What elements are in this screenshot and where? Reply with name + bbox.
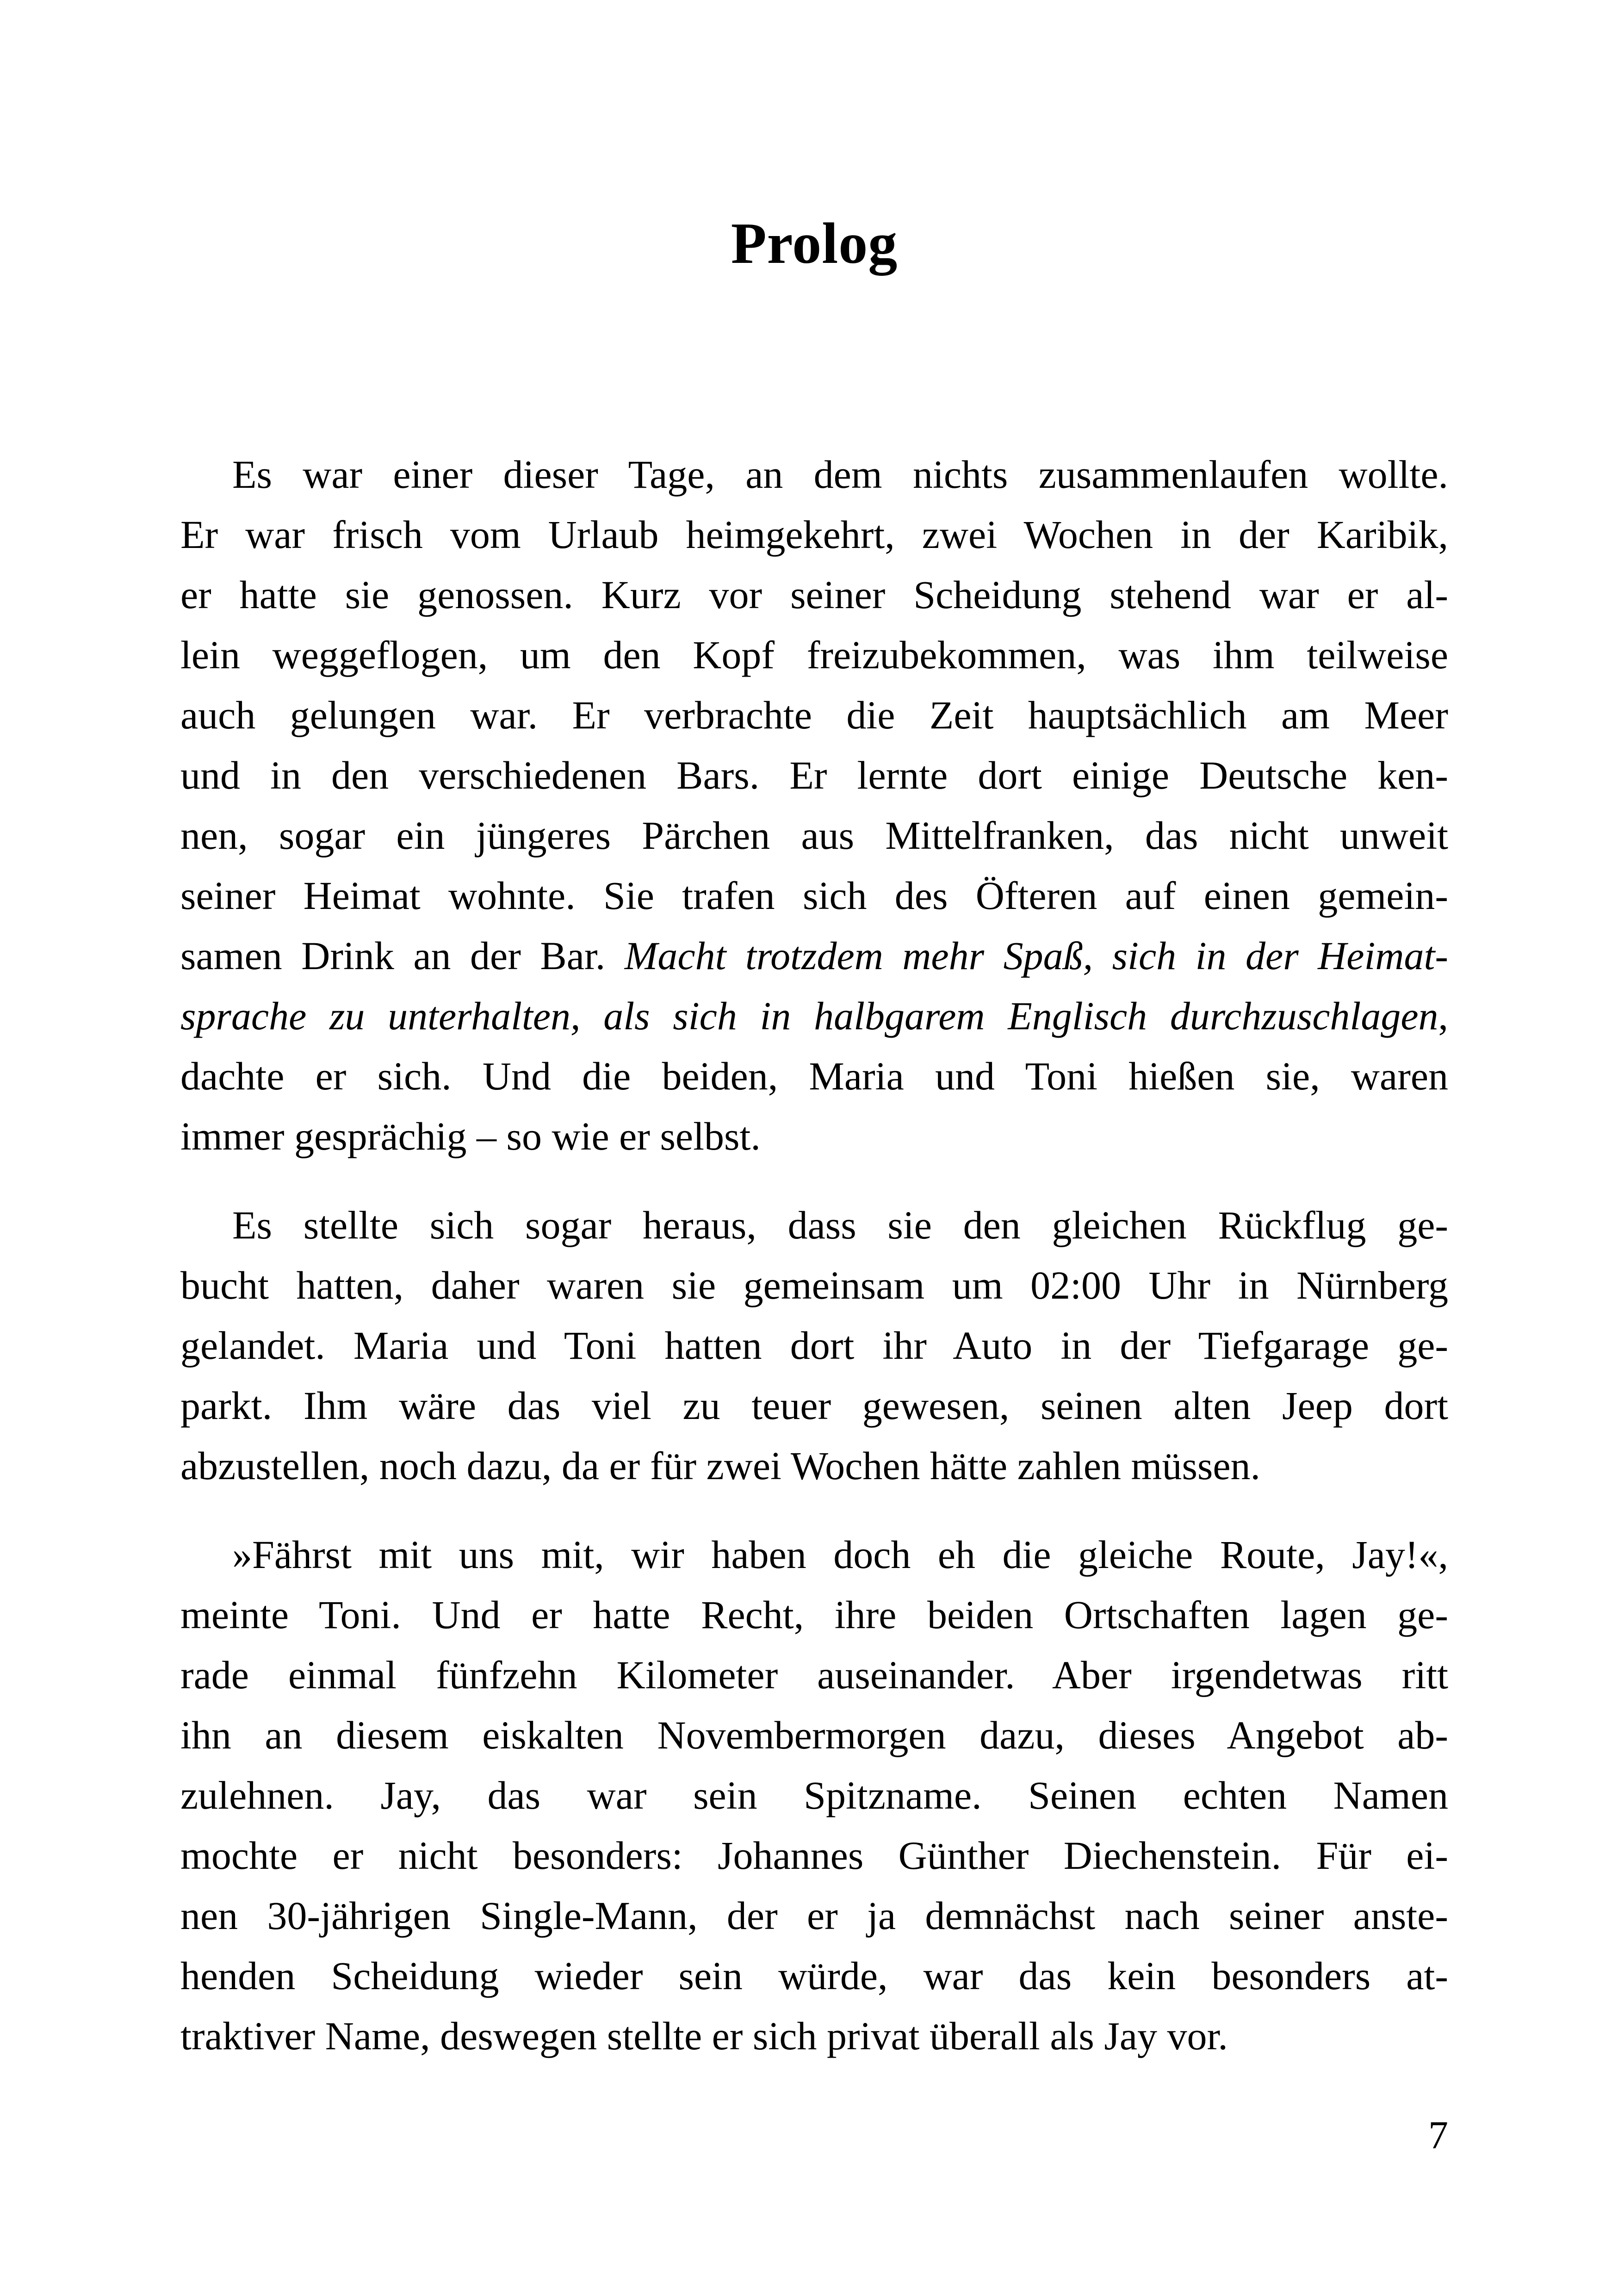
text-line: [180, 805, 1448, 865]
paragraph: [180, 1524, 1448, 2066]
text-segment: auch gelungen war. Er verbrachte die Zeit hauptsächlich am Meer: [180, 692, 1448, 737]
text-segment: rade einmal fünfzehn Kilometer auseinander. Aber irgendetwas ritt: [180, 1652, 1448, 1697]
paragraph: [180, 1195, 1448, 1496]
text-segment: gelandet. Maria und Toni hatten dort ihr Auto in der Tiefgarage ge-: [180, 1323, 1448, 1368]
text-segment: Er war frisch vom Urlaub heimgekehrt, zwei Wochen in der Karibik,: [180, 512, 1448, 557]
text-segment: traktiver Name, deswegen stellte er sich privat überall als Jay vor.: [180, 2013, 1228, 2058]
text-segment: immer gesprächig – so wie er selbst.: [180, 1114, 761, 1158]
text-segment: dachte er sich. Und die beiden, Maria und Toni hießen sie, waren: [180, 1053, 1448, 1098]
text-segment: Es stellte sich sogar heraus, dass sie den gleichen Rückflug ge-: [232, 1202, 1448, 1247]
text-line: [180, 865, 1448, 926]
text-line: [180, 1046, 1448, 1106]
text-segment: »Fährst mit uns mit, wir haben doch eh die gleiche Route, Jay!«,: [232, 1532, 1448, 1577]
text-line: [180, 1946, 1448, 2006]
text-segment: bucht hatten, daher waren sie gemeinsam um 02:00 Uhr in Nürnberg: [180, 1263, 1448, 1307]
text-segment: ihn an diesem eiskalten Novembermorgen dazu, dieses Angebot ab-: [180, 1712, 1448, 1757]
text-line: [180, 1195, 1448, 1255]
text-segment: Es war einer dieser Tage, an dem nichts zusammenlaufen wollte.: [232, 452, 1448, 497]
text-segment: lein weggeflogen, um den Kopf freizubekommen, was ihm teilweise: [180, 632, 1448, 677]
text-line: [180, 1106, 1448, 1166]
text-segment: henden Scheidung wieder sein würde, war das kein besonders at-: [180, 1953, 1448, 1998]
text-block: [180, 444, 1448, 2066]
text-line: [180, 1585, 1448, 1645]
text-segment: nen 30-jährigen Single-Mann, der er ja demnächst nach seiner anste-: [180, 1893, 1448, 1938]
text-line: [180, 1885, 1448, 1946]
chapter-title: Prolog: [731, 212, 898, 276]
text-line: [180, 1524, 1448, 1585]
text-segment: parkt. Ihm wäre das viel zu teuer gewesen, seinen alten Jeep dort: [180, 1383, 1448, 1428]
text-line: [180, 1645, 1448, 1705]
text-line: [180, 504, 1448, 565]
text-segment: nen, sogar ein jüngeres Pärchen aus Mittelfranken, das nicht unweit: [180, 813, 1448, 858]
text-line: [180, 1765, 1448, 1825]
text-segment: meinte Toni. Und er hatte Recht, ihre beiden Ortschaften lagen ge-: [180, 1592, 1448, 1637]
paragraph: [180, 444, 1448, 1166]
text-line: [180, 444, 1448, 504]
text-line: [180, 745, 1448, 805]
italic-text-segment: Macht trotzdem mehr Spaß, sich in der Heimat-: [624, 933, 1448, 978]
text-line: [180, 625, 1448, 685]
text-segment: zulehnen. Jay, das war sein Spitzname. Seinen echten Namen: [180, 1773, 1448, 1817]
page-number: 7: [1428, 2113, 1448, 2157]
text-line: [180, 986, 1448, 1046]
text-line: [180, 1375, 1448, 1436]
text-segment: abzustellen, noch dazu, da er für zwei Wochen hätte zahlen müssen.: [180, 1443, 1261, 1488]
text-column: [180, 0, 1448, 2066]
text-line: [180, 2006, 1448, 2066]
text-segment: mochte er nicht besonders: Johannes Günther Diechenstein. Für ei-: [180, 1833, 1448, 1878]
italic-text-segment: sprache zu unterhalten, als sich in halbgarem Englisch durchzuschlagen: [180, 993, 1438, 1038]
text-segment: ,: [1438, 993, 1448, 1038]
text-line: [180, 1825, 1448, 1885]
text-segment: er hatte sie genossen. Kurz vor seiner Scheidung stehend war er al-: [180, 572, 1448, 617]
text-segment: und in den verschiedenen Bars. Er lernte dort einige Deutsche ken-: [180, 753, 1448, 797]
text-segment: samen Drink an der Bar.: [180, 933, 625, 978]
text-segment: seiner Heimat wohnte. Sie trafen sich des Öfteren auf einen gemein-: [180, 873, 1448, 918]
text-line: [180, 926, 1448, 986]
text-line: [180, 1255, 1448, 1315]
text-line: [180, 685, 1448, 745]
text-line: [180, 1436, 1448, 1496]
text-line: [180, 565, 1448, 625]
text-line: [180, 1705, 1448, 1765]
text-line: [180, 1315, 1448, 1375]
